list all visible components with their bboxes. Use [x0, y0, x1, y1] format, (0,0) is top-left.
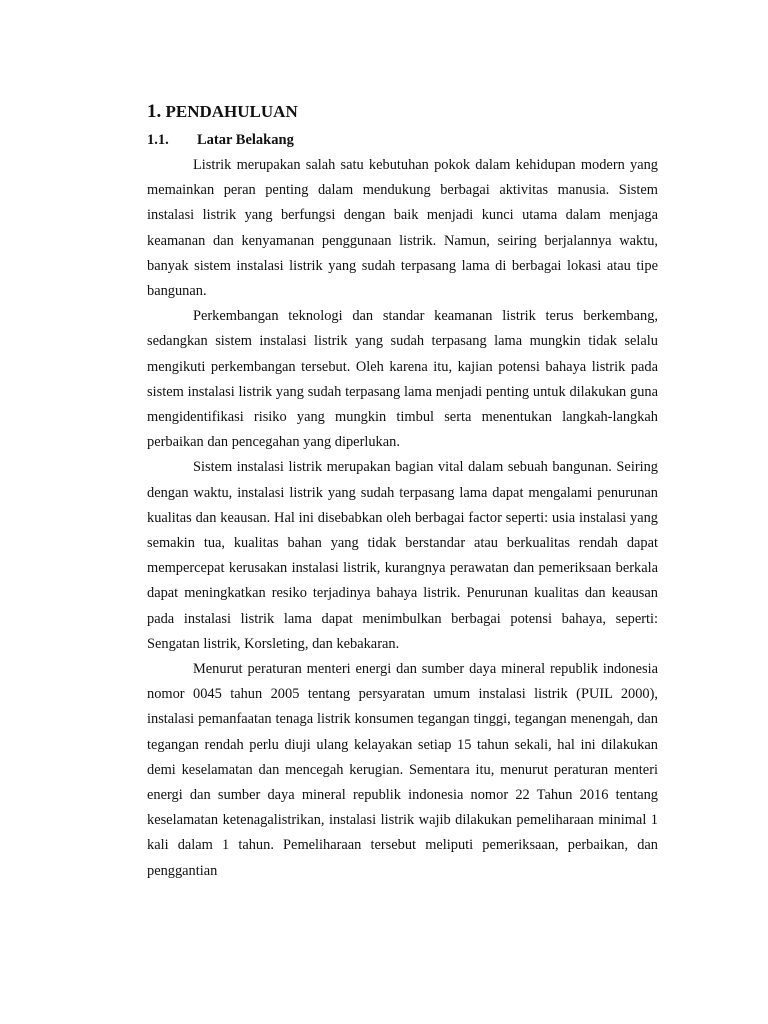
document-page	[147, 100, 658, 884]
section-number: 1.1.	[147, 132, 169, 148]
chapter-heading	[147, 100, 658, 124]
section-heading	[147, 130, 658, 150]
chapter-title: PENDAHULUAN	[165, 102, 298, 121]
body-paragraph-4: Menurut peraturan menteri energi dan sumber daya mineral republik indonesia nomor 0045 tahun 2005 tentang persyaratan umum instalasi listrik (PUIL 2000), instalasi pemanfaatan tenaga listrik konsumen tegangan tinggi, tegangan menengah, dan tegangan rendah perlu diuji ulang kelayakan setiap 15 tahun sekali, hal ini dilakukan demi keselamatan dan mencegah kerugian. Sementara itu, menurut peraturan menteri energi dan sumber daya mineral republik indonesia nomor 22 Tahun 2016 tentang keselamatan ketenagalistrikan, instalasi listrik wajib dilakukan pemeliharaan minimal 1 kali dalam 1 tahun. Pemeliharaan tersebut meliputi pemeriksaan, perbaikan, dan penggantian	[147, 661, 658, 879]
body-paragraph-2: Perkembangan teknologi dan standar keamanan listrik terus berkembang, sedangkan sistem instalasi listrik yang sudah terpasang lama mungkin tidak selalu mengikuti perkembangan tersebut. Oleh karena itu, kajian potensi bahaya listrik pada sistem instalasi listrik yang sudah terpasang lama menjadi penting untuk dilakukan guna mengidentifikasi risiko yang mungkin timbul serta menentukan langkah-langkah perbaikan dan pencegahan yang diperlukan.	[147, 308, 658, 451]
body-paragraph-1: Listrik merupakan salah satu kebutuhan pokok dalam kehidupan modern yang memainkan peran penting dalam mendukung berbagai aktivitas manusia. Sistem instalasi listrik yang berfungsi dengan baik menjadi kunci utama dalam menjaga keamanan dan kenyamanan penggunaan listrik. Namun, seiring berjalannya waktu, banyak sistem instalasi listrik yang sudah terpasang lama di berbagai lokasi atau tipe bangunan.	[147, 157, 658, 300]
section-title: Latar Belakang	[197, 132, 294, 148]
body-paragraph-3: Sistem instalasi listrik merupakan bagian vital dalam sebuah bangunan. Seiring dengan waktu, instalasi listrik yang sudah terpasang lama dapat mengalami penurunan kualitas dan keausan. Hal ini disebabkan oleh berbagai factor seperti: usia instalasi yang semakin tua, kualitas bahan yang tidak berstandar atau berkualitas rendah dapat mempercepat kerusakan instalasi listrik, kurangnya perawatan dan pemeriksaan berkala dapat meningkatkan resiko terjadinya bahaya listrik. Penurunan kualitas dan keausan pada instalasi listrik lama dapat menimbulkan berbagai potensi bahaya, seperti: Sengatan listrik, Korsleting, dan kebakaran.	[147, 459, 658, 652]
chapter-number: 1.	[147, 101, 162, 122]
